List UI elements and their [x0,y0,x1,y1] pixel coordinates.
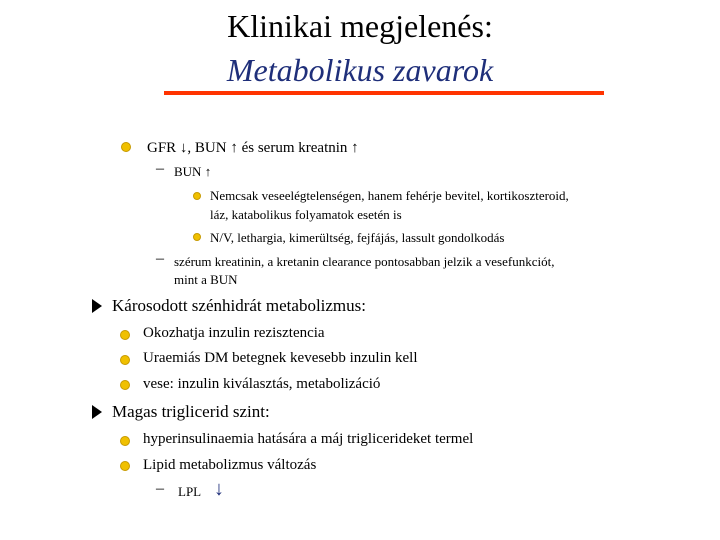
dash-icon: – [156,480,164,497]
bun-detail-1b: láz, katabolikus folyamatok esetén is [210,207,402,222]
bullet-dot-icon [120,436,130,446]
trig-heading: Magas triglicerid szint: [112,402,270,421]
gfr-line: GFR ↓, BUN ↑ és serum kreatnin ↑ [147,140,359,156]
trig-item-1: hyperinsulinaemia hatására a máj triglicerideket termel [143,431,474,447]
bun-detail-2: N/V, lethargia, kimerültség, fejfájás, lassult gondolkodás [210,230,505,245]
dash-icon: – [156,160,164,177]
carb-item-1: Okozhatja inzulin rezisztencia [143,325,325,341]
down-arrow-icon: ↓ [214,478,224,500]
serum-line-a: szérum kreatinin, a kretanin clearance pontosabban jelzik a vesefunkciót, [174,254,555,269]
serum-line-b: mint a BUN [174,272,238,287]
carb-item-3: vese: inzulin kiválasztás, metabolizáció [143,376,381,392]
bullet-dot-icon [120,330,130,340]
title-line-1: Klinikai megjelenés: [227,8,493,44]
arrow-bullet-icon [92,405,102,419]
bullet-dot-icon [193,233,201,241]
title-line-2: Metabolikus zavarok [226,52,494,88]
bullet-dot-icon [121,142,131,152]
trig-item-2: Lipid metabolizmus változás [143,457,317,473]
bun-detail-1a: Nemcsak veseelégtelenségen, hanem fehérje bevitel, kortikoszteroid, [210,188,569,203]
bullet-dot-icon [193,192,201,200]
carb-heading: Károsodott szénhidrát metabolizmus: [112,296,366,315]
bun-label: BUN ↑ [174,164,212,179]
slide-title [0,4,720,92]
arrow-bullet-icon [92,299,102,313]
title-underline-rule [164,91,604,95]
dash-icon: – [156,250,164,267]
bullet-dot-icon [120,355,130,365]
bullet-dot-icon [120,461,130,471]
lpl-label: LPL [178,484,202,499]
bullet-dot-icon [120,380,130,390]
carb-item-2: Uraemiás DM betegnek kevesebb inzulin kell [143,350,418,366]
